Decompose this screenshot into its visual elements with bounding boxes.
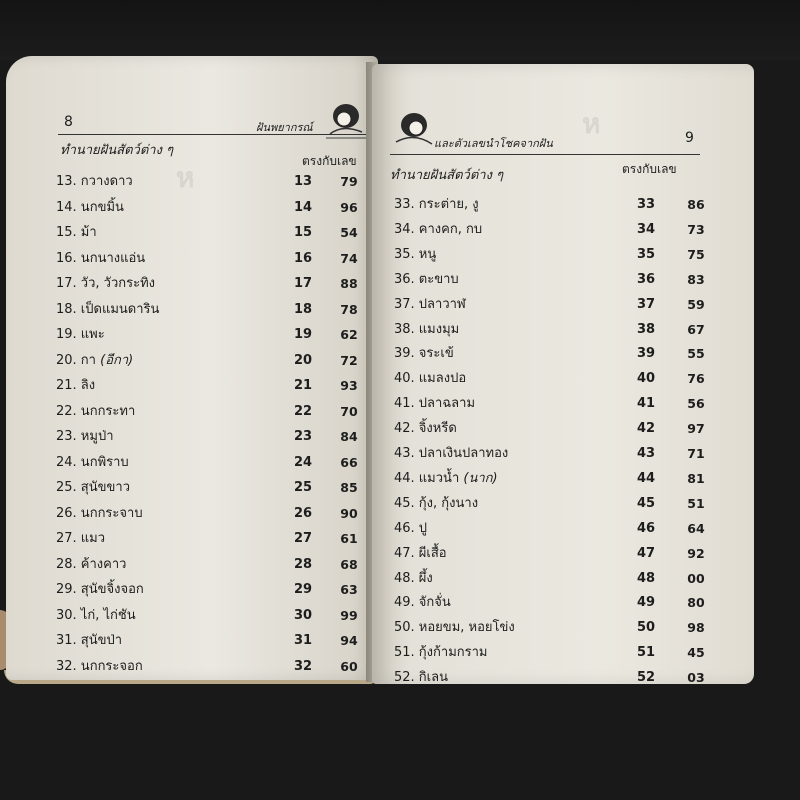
page-number: 8 [64,114,73,130]
item-number: 45 [636,495,656,511]
item-number: 30 [293,607,313,623]
item-lucky-number: 85 [340,480,358,495]
item-label [56,628,122,653]
list-item [56,271,376,296]
item-number: 28 [293,556,313,572]
item-name: 15. ม้า [56,225,97,240]
item-lucky-number: 67 [687,321,705,337]
item-name: 41. ปลาฉลาม [394,396,476,412]
page-number: 9 [685,130,694,146]
item-number: 52 [636,670,656,684]
list-item [56,628,376,653]
item-number: 50 [636,620,656,636]
item-lucky-number: 94 [340,633,358,648]
item-number: 31 [293,633,313,648]
list-item [56,169,376,194]
list-item [394,217,749,242]
item-label [56,552,126,577]
item-lucky-number: 71 [687,446,705,461]
item-lucky-number: 51 [687,495,705,511]
item-lucky-number: 86 [687,197,705,212]
item-label [394,416,457,441]
item-label [394,441,508,466]
item-label [394,366,466,391]
show-through-text: ห [176,161,195,194]
list-item [394,615,749,640]
item-lucky-number: 54 [340,225,358,240]
item-number: 44 [636,470,656,486]
item-lucky-number: 66 [340,454,358,470]
item-number: 38 [636,321,656,337]
item-name: 27. แมว [56,531,106,546]
item-lucky-number: 62 [340,327,358,342]
item-label [394,516,427,541]
list-item [56,220,376,245]
item-name: 52. กิเลน [394,670,448,684]
header-title: ฝันพยากรณ์ [256,121,313,134]
list-item [56,348,376,373]
item-note: (อีกา) [100,352,134,368]
list-item [56,195,376,220]
item-name: 49. จักจั่น [394,595,451,611]
item-name: 37. ปลาวาฬ [394,296,466,312]
item-lucky-number: 59 [687,296,705,312]
item-lucky-number: 80 [687,595,705,611]
item-number: 16 [293,250,313,266]
item-name: 40. แมลงปอ [394,371,467,387]
item-name: 24. นกพิราบ [56,454,129,470]
item-number: 34 [636,221,656,237]
item-label [56,450,129,475]
item-label [394,192,479,217]
list-item [56,526,376,551]
item-lucky-number: 55 [687,346,705,362]
section-title: ทำนายฝันสัตว์ต่าง ๆ [60,143,174,158]
item-name: 20. กา [56,352,96,368]
item-name: 35. หนู [394,246,437,262]
item-name: 18. เป็ดแมนดาริน [56,301,160,317]
section-title: ทำนายฝันสัตว์ต่าง ๆ [390,168,504,183]
item-label [56,195,124,220]
list-item [56,501,376,526]
list-item [394,640,749,665]
item-name: 51. กุ้งก้ามกราม [394,645,488,661]
item-number: 18 [293,301,313,317]
item-label [56,475,130,500]
item-name: 22. นกกระทา [56,403,136,419]
item-lucky-number: 03 [687,670,705,684]
background-top [0,0,800,60]
item-label [394,615,515,640]
item-name: 45. กุ้ง, กุ้งนาง [394,495,479,511]
list-item [394,292,749,317]
item-name: 42. จิ้งหรีด [394,421,457,437]
item-label [394,317,459,342]
item-number: 32 [293,658,313,674]
item-label [56,373,95,398]
item-label [56,220,97,245]
list-item [394,590,749,615]
item-label [394,566,433,591]
list-item [56,577,376,602]
item-number: 47 [636,545,656,561]
header-title: และตัวเลขนำโชคจากฝัน [434,137,553,150]
item-name: 19. แพะ [56,327,105,342]
item-lucky-number: 00 [687,570,705,586]
list-item [56,373,376,398]
item-lucky-number: 76 [687,371,705,387]
list-item [394,541,749,566]
item-lucky-number: 72 [340,352,358,368]
list-item [394,341,749,366]
item-name: 50. หอยขม, หอยโข่ง [394,620,515,636]
item-number: 42 [636,421,656,437]
item-lucky-number: 98 [687,620,705,636]
item-label [394,217,482,242]
item-label [394,590,451,615]
item-number: 39 [636,346,656,362]
item-label [394,391,475,416]
item-lucky-number: 74 [340,250,358,266]
list-item [394,192,749,217]
list-item [394,242,749,267]
item-name: 31. สุนัขป่า [56,633,123,648]
list-item [56,475,376,500]
list-item [56,603,376,628]
item-number: 51 [636,645,656,661]
item-label [394,466,498,491]
item-lucky-number: 81 [687,470,705,486]
item-label [394,541,447,566]
item-lucky-number: 56 [687,396,705,412]
item-label [56,526,105,551]
list-item [394,566,749,591]
item-label [56,654,143,679]
list-item [56,297,376,322]
item-lucky-number: 60 [340,658,358,674]
item-number: 33 [636,197,656,212]
item-label [56,577,144,602]
item-name: 29. สุนัขจิ้งจอก [56,582,144,597]
item-label [394,341,454,366]
list-item [394,665,749,684]
item-name: 26. นกกระจาบ [56,505,143,521]
item-number: 49 [636,595,656,611]
item-name: 25. สุนัขขาว [56,480,131,495]
item-number: 22 [293,403,313,419]
item-label [56,501,143,526]
item-number: 15 [293,225,313,240]
item-lucky-number: 93 [340,378,358,393]
item-number: 40 [636,371,656,387]
item-number: 25 [293,480,313,495]
list-item [394,491,749,516]
list-item [394,366,749,391]
item-label [394,267,459,292]
list-item [394,441,749,466]
left-page [6,56,378,680]
item-number: 36 [636,271,656,287]
item-name: 30. ไก่, ไก่ชัน [56,607,136,623]
item-label [394,640,488,665]
header-rule [390,154,700,155]
list-item [394,516,749,541]
column-header: ตรงกับเลข [622,162,677,176]
list-item [394,317,749,342]
item-number: 23 [293,429,313,444]
item-label [394,292,466,317]
woman-illustration [392,110,436,150]
item-name: 21. ลิง [56,378,96,393]
item-lucky-number: 78 [340,301,358,317]
item-name: 14. นกขมิ้น [56,199,124,215]
item-number: 29 [293,582,313,597]
item-number: 37 [636,296,656,312]
item-lucky-number: 97 [687,421,705,437]
item-lucky-number: 84 [340,429,358,444]
item-name: 13. กวางดาว [56,174,133,189]
item-lucky-number: 70 [340,403,358,419]
item-lucky-number: 63 [340,582,358,597]
item-lucky-number: 79 [340,174,358,189]
item-number: 13 [293,174,313,189]
item-lucky-number: 73 [687,221,705,237]
item-lucky-number: 75 [687,246,705,262]
item-label [56,271,155,296]
item-number: 17 [293,276,313,291]
item-note: (นาก) [463,470,498,486]
item-number: 27 [293,531,313,546]
item-label [56,322,105,347]
item-number: 43 [636,446,656,461]
item-number: 48 [636,570,656,586]
item-number: 19 [293,327,313,342]
item-lucky-number: 88 [340,276,358,291]
item-number: 35 [636,246,656,262]
item-label [394,491,478,516]
item-lucky-number: 68 [340,556,358,572]
item-label [56,246,145,271]
item-name: 34. คางคก, กบ [394,221,483,237]
item-label [394,242,436,267]
item-number: 24 [293,454,313,470]
item-name: 47. ผีเสื้อ [394,545,447,561]
item-name: 23. หมูป่า [56,429,114,444]
item-label [56,297,159,322]
item-lucky-number: 96 [340,199,358,215]
item-lucky-number: 83 [687,271,705,287]
header-rule [58,134,368,135]
item-label [56,399,135,424]
item-name: 32. นกกระจอก [56,658,143,674]
item-name: 46. ปู [394,520,428,536]
item-label [56,169,133,194]
list-item [56,450,376,475]
list-item [56,654,376,679]
item-label [56,348,133,373]
item-name: 33. กระต่าย, งู [394,197,479,212]
item-label [394,665,448,684]
item-name: 16. นกนางแอ่น [56,250,146,266]
right-page [372,64,754,684]
item-number: 41 [636,396,656,412]
item-name: 36. ตะขาบ [394,271,459,287]
item-lucky-number: 99 [340,607,358,623]
item-label [56,603,136,628]
list-item [56,399,376,424]
item-name: 28. ค้างคาว [56,556,127,572]
item-lucky-number: 45 [687,645,705,661]
list-item [394,391,749,416]
list-item [394,466,749,491]
item-name: 39. จระเข้ [394,346,454,362]
item-lucky-number: 92 [687,545,705,561]
item-lucky-number: 61 [340,531,358,546]
list-item [394,416,749,441]
item-number: 46 [636,520,656,536]
list-item [56,246,376,271]
item-number: 14 [293,199,313,215]
item-name: 43. ปลาเงินปลาทอง [394,446,509,461]
item-name: 38. แมงมุม [394,321,460,337]
list-item [56,322,376,347]
item-lucky-number: 90 [340,505,358,521]
item-number: 21 [293,378,313,393]
item-name: 17. วัว, วัวกระทิง [56,276,156,291]
column-header: ตรงกับเลข [302,154,357,168]
list-item [56,552,376,577]
item-name: 48. ผึ้ง [394,570,433,586]
show-through-text: ห [582,107,601,140]
item-name: 44. แมวน้ำ [394,470,460,486]
item-number: 20 [293,352,313,368]
list-item [394,267,749,292]
item-number: 26 [293,505,313,521]
list-item [56,424,376,449]
item-label [56,424,114,449]
item-lucky-number: 64 [687,520,705,536]
